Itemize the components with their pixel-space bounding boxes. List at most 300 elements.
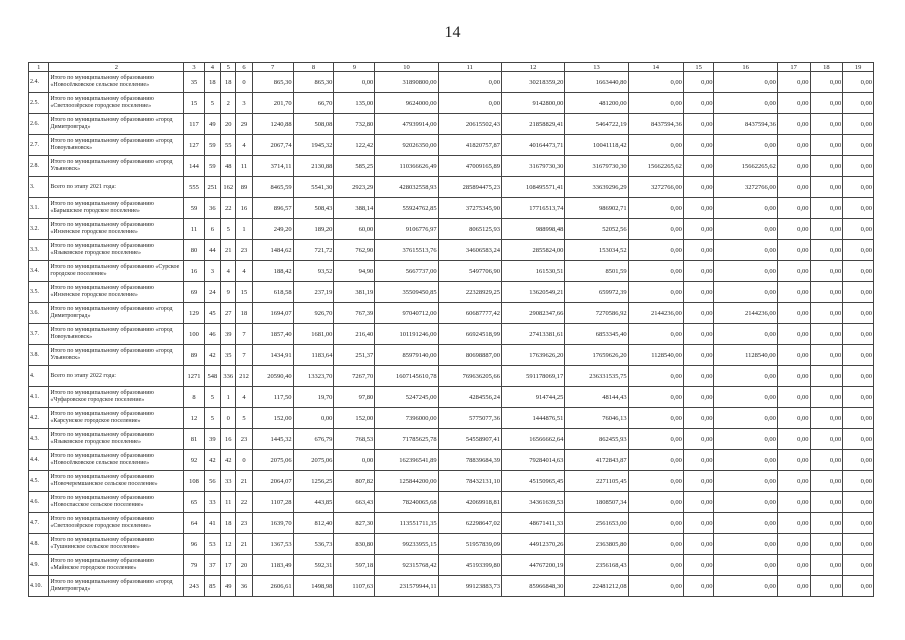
value-cell: 0,00 [714,198,777,219]
table-row [29,177,874,198]
row-name: Итого по муниципальному образованию «город Новоульяновск» [49,324,184,345]
value-cell: 9106776,97 [375,219,438,240]
value-cell: 1107,63 [334,576,375,597]
value-cell: 0,00 [714,429,777,450]
count-cell: 12 [184,408,204,429]
value-cell: 92315768,42 [375,555,438,576]
row-index: 3.2. [29,219,49,240]
value-cell: 0,00 [810,324,843,345]
value-cell: 2144236,00 [714,303,777,324]
count-cell: 27 [221,303,236,324]
value-cell: 51957839,09 [438,534,501,555]
value-cell: 0,00 [628,135,683,156]
value-cell: 3272766,00 [714,177,777,198]
count-cell: 100 [184,324,204,345]
table-row [29,303,874,324]
count-cell: 89 [184,345,204,366]
count-cell: 3 [236,93,252,114]
value-cell: 7396000,00 [375,408,438,429]
value-cell: 0,00 [843,177,874,198]
count-cell: 1 [221,387,236,408]
count-cell: 5 [221,219,236,240]
count-cell: 162 [221,177,236,198]
value-cell: 1484,62 [252,240,293,261]
resettlement-table [28,62,874,597]
value-cell: 0,00 [777,303,810,324]
value-cell: 0,00 [683,576,714,597]
count-cell: 12 [221,534,236,555]
count-cell: 56 [204,471,220,492]
table-row [29,429,874,450]
value-cell: 0,00 [810,198,843,219]
value-cell: 0,00 [628,324,683,345]
count-cell: 7 [236,345,252,366]
value-cell: 0,00 [843,513,874,534]
table-row [29,93,874,114]
value-cell: 122,42 [334,135,375,156]
value-cell: 0,00 [714,450,777,471]
value-cell: 0,00 [777,345,810,366]
value-cell: 5775077,36 [438,408,501,429]
row-name: Всего по этапу 2022 года: [49,366,184,387]
table-row [29,219,874,240]
count-cell: 7 [236,324,252,345]
count-cell: 29 [236,114,252,135]
value-cell: 0,00 [628,471,683,492]
value-cell: 0,00 [683,282,714,303]
value-cell: 99123883,73 [438,576,501,597]
value-cell: 125844200,00 [375,471,438,492]
value-cell: 0,00 [843,387,874,408]
value-cell: 0,00 [628,534,683,555]
value-cell: 2923,29 [334,177,375,198]
value-cell: 862455,93 [565,429,628,450]
row-name: Итого по муниципальному образованию «Новочеремшанское сельское поселение» [49,471,184,492]
value-cell: 812,40 [293,513,334,534]
column-number: 14 [628,63,683,72]
value-cell: 0,00 [810,282,843,303]
value-cell: 10041118,42 [565,135,628,156]
value-cell: 0,00 [777,240,810,261]
value-cell: 0,00 [714,576,777,597]
value-cell: 15662265,62 [628,156,683,177]
column-number-row [29,63,874,72]
value-cell: 19,70 [293,387,334,408]
value-cell: 0,00 [810,72,843,93]
value-cell: 22328929,25 [438,282,501,303]
value-cell: 807,82 [334,471,375,492]
row-index: 2.6. [29,114,49,135]
row-index: 3.7. [29,324,49,345]
table-row [29,72,874,93]
value-cell: 0,00 [843,450,874,471]
value-cell: 80698887,00 [438,345,501,366]
count-cell: 129 [184,303,204,324]
value-cell: 0,00 [777,387,810,408]
table-row [29,387,874,408]
table-row [29,135,874,156]
value-cell: 2356168,43 [565,555,628,576]
column-number: 13 [565,63,628,72]
value-cell: 508,43 [293,198,334,219]
value-cell: 0,00 [683,366,714,387]
column-number: 7 [252,63,293,72]
count-cell: 3 [204,261,220,282]
count-cell: 11 [184,219,204,240]
count-cell: 5 [204,93,220,114]
value-cell: 66,70 [293,93,334,114]
value-cell: 231579944,11 [375,576,438,597]
value-cell: 0,00 [777,450,810,471]
value-cell: 35509450,85 [375,282,438,303]
table-row [29,471,874,492]
value-cell: 0,00 [714,72,777,93]
table-row [29,156,874,177]
value-cell: 0,00 [777,156,810,177]
value-cell: 60,00 [334,219,375,240]
count-cell: 2 [221,93,236,114]
count-cell: 24 [204,282,220,303]
value-cell: 0,00 [810,534,843,555]
value-cell: 0,00 [683,513,714,534]
value-cell: 986902,71 [565,198,628,219]
value-cell: 762,90 [334,240,375,261]
value-cell: 0,00 [683,114,714,135]
value-cell: 585,25 [334,156,375,177]
value-cell: 0,00 [843,429,874,450]
value-cell: 0,00 [714,513,777,534]
value-cell: 0,00 [843,219,874,240]
row-name: Итого по муниципальному образованию «Карсунское городское поселение» [49,408,184,429]
row-index: 3. [29,177,49,198]
value-cell: 3714,11 [252,156,293,177]
column-number: 1 [29,63,49,72]
count-cell: 69 [184,282,204,303]
value-cell: 6853345,40 [565,324,628,345]
value-cell: 8501,59 [565,261,628,282]
value-cell: 0,00 [438,72,501,93]
count-cell: 22 [221,198,236,219]
value-cell: 2363805,80 [565,534,628,555]
value-cell: 768,53 [334,429,375,450]
value-cell: 40164473,71 [501,135,564,156]
row-index: 4. [29,366,49,387]
table-row [29,513,874,534]
count-cell: 21 [236,534,252,555]
count-cell: 49 [221,576,236,597]
value-cell: 0,00 [683,324,714,345]
row-index: 4.4. [29,450,49,471]
value-cell: 31679730,30 [565,156,628,177]
value-cell: 0,00 [777,429,810,450]
value-cell: 42069918,81 [438,492,501,513]
value-cell: 0,00 [628,555,683,576]
value-cell: 22481212,08 [565,576,628,597]
value-cell: 0,00 [810,513,843,534]
value-cell: 0,00 [777,114,810,135]
value-cell: 16566662,64 [501,429,564,450]
value-cell: 188,42 [252,261,293,282]
value-cell: 60687777,42 [438,303,501,324]
count-cell: 42 [221,450,236,471]
value-cell: 1681,00 [293,324,334,345]
value-cell: 9142800,00 [501,93,564,114]
count-cell: 1271 [184,366,204,387]
row-name: Итого по муниципальному образованию «город Димитровград» [49,303,184,324]
value-cell: 48144,43 [565,387,628,408]
value-cell: 7267,70 [334,366,375,387]
table-row [29,114,874,135]
value-cell: 0,00 [683,408,714,429]
value-cell: 0,00 [777,408,810,429]
table-row [29,555,874,576]
value-cell: 7270586,92 [565,303,628,324]
count-cell: 79 [184,555,204,576]
value-cell: 0,00 [438,93,501,114]
value-cell: 732,80 [334,114,375,135]
count-cell: 548 [204,366,220,387]
value-cell: 2606,61 [252,576,293,597]
value-cell: 0,00 [810,450,843,471]
row-name: Итого по муниципальному образованию «Сурское городское поселение» [49,261,184,282]
value-cell: 428032558,93 [375,177,438,198]
count-cell: 117 [184,114,204,135]
row-name: Итого по муниципальному образованию «Языковское городское поселение» [49,429,184,450]
count-cell: 23 [236,240,252,261]
count-cell: 0 [221,408,236,429]
value-cell: 0,00 [683,135,714,156]
count-cell: 20 [236,555,252,576]
count-cell: 41 [204,513,220,534]
row-index: 3.5. [29,282,49,303]
count-cell: 5 [204,387,220,408]
value-cell: 865,30 [252,72,293,93]
value-cell: 44912370,26 [501,534,564,555]
column-number: 15 [683,63,714,72]
value-cell: 161530,51 [501,261,564,282]
row-name: Итого по муниципальному образованию «Языковское городское поселение» [49,240,184,261]
count-cell: 64 [184,513,204,534]
value-cell: 381,19 [334,282,375,303]
value-cell: 93,52 [293,261,334,282]
value-cell: 0,00 [777,282,810,303]
value-cell: 0,00 [683,450,714,471]
value-cell: 0,00 [628,261,683,282]
count-cell: 9 [221,282,236,303]
value-cell: 45150965,45 [501,471,564,492]
value-cell: 767,39 [334,303,375,324]
value-cell: 0,00 [843,366,874,387]
value-cell: 33639296,29 [565,177,628,198]
value-cell: 0,00 [843,282,874,303]
count-cell: 18 [221,72,236,93]
table-row [29,324,874,345]
row-index: 4.1. [29,387,49,408]
value-cell: 0,00 [777,534,810,555]
value-cell: 0,00 [683,555,714,576]
value-cell: 1694,07 [252,303,293,324]
count-cell: 8 [184,387,204,408]
count-cell: 18 [221,513,236,534]
value-cell: 0,00 [810,135,843,156]
value-cell: 0,00 [683,261,714,282]
row-name: Итого по муниципальному образованию «Новосёлковское сельское поселение» [49,450,184,471]
row-index: 4.5. [29,471,49,492]
value-cell: 988998,48 [501,219,564,240]
value-cell: 2271105,45 [565,471,628,492]
value-cell: 15662265,62 [714,156,777,177]
value-cell: 536,73 [293,534,334,555]
value-cell: 0,00 [777,513,810,534]
value-cell: 0,00 [683,471,714,492]
column-number: 16 [714,63,777,72]
value-cell: 0,00 [843,324,874,345]
value-cell: 0,00 [628,72,683,93]
count-cell: 46 [204,324,220,345]
value-cell: 0,00 [777,93,810,114]
value-cell: 0,00 [714,492,777,513]
count-cell: 0 [236,450,252,471]
value-cell: 13323,70 [293,366,334,387]
count-cell: 17 [221,555,236,576]
count-cell: 33 [221,471,236,492]
value-cell: 0,00 [628,219,683,240]
value-cell: 216,40 [334,324,375,345]
value-cell: 0,00 [777,72,810,93]
column-number: 2 [49,63,184,72]
count-cell: 55 [221,135,236,156]
value-cell: 926,70 [293,303,334,324]
value-cell: 76046,13 [565,408,628,429]
column-number: 10 [375,63,438,72]
count-cell: 81 [184,429,204,450]
value-cell: 55924762,85 [375,198,438,219]
value-cell: 0,00 [843,408,874,429]
value-cell: 1857,40 [252,324,293,345]
value-cell: 663,43 [334,492,375,513]
value-cell: 162396541,89 [375,450,438,471]
value-cell: 2064,07 [252,471,293,492]
value-cell: 2130,88 [293,156,334,177]
value-cell: 481200,00 [565,93,628,114]
row-index: 2.8. [29,156,49,177]
table-row [29,366,874,387]
value-cell: 0,00 [843,114,874,135]
count-cell: 11 [221,492,236,513]
count-cell: 65 [184,492,204,513]
value-cell: 618,58 [252,282,293,303]
value-cell: 0,00 [334,72,375,93]
value-cell: 0,00 [683,429,714,450]
value-cell: 0,00 [843,576,874,597]
count-cell: 39 [204,429,220,450]
value-cell: 0,00 [810,261,843,282]
count-cell: 39 [221,324,236,345]
column-number: 17 [777,63,810,72]
value-cell: 117,50 [252,387,293,408]
table-row [29,345,874,366]
value-cell: 71785625,78 [375,429,438,450]
value-cell: 0,00 [843,72,874,93]
table-row [29,282,874,303]
value-cell: 0,00 [628,576,683,597]
value-cell: 597,18 [334,555,375,576]
value-cell: 0,00 [714,366,777,387]
count-cell: 85 [204,576,220,597]
count-cell: 251 [204,177,220,198]
value-cell: 2561653,00 [565,513,628,534]
value-cell: 0,00 [843,345,874,366]
value-cell: 110366626,49 [375,156,438,177]
value-cell: 0,00 [843,492,874,513]
value-cell: 45193399,80 [438,555,501,576]
value-cell: 79284014,63 [501,450,564,471]
value-cell: 5541,30 [293,177,334,198]
row-index: 3.4. [29,261,49,282]
value-cell: 2144236,00 [628,303,683,324]
value-cell: 0,00 [843,534,874,555]
value-cell: 0,00 [810,345,843,366]
row-index: 4.3. [29,429,49,450]
value-cell: 0,00 [628,492,683,513]
column-number: 5 [221,63,236,72]
count-cell: 555 [184,177,204,198]
value-cell: 97040712,00 [375,303,438,324]
value-cell: 17639626,20 [501,345,564,366]
value-cell: 0,00 [293,408,334,429]
value-cell: 0,00 [683,72,714,93]
value-cell: 0,00 [777,219,810,240]
count-cell: 18 [204,72,220,93]
row-name: Итого по муниципальному образованию «Барышское городское поселение» [49,198,184,219]
value-cell: 48671411,33 [501,513,564,534]
value-cell: 508,08 [293,114,334,135]
table-row [29,261,874,282]
row-name: Всего по этапу 2021 года: [49,177,184,198]
column-number: 19 [843,63,874,72]
row-name: Итого по муниципальному образованию «город Димитровград» [49,576,184,597]
row-index: 4.10. [29,576,49,597]
value-cell: 97,80 [334,387,375,408]
value-cell: 0,00 [714,555,777,576]
table-row [29,534,874,555]
value-cell: 0,00 [810,156,843,177]
value-cell: 0,00 [683,345,714,366]
row-name: Итого по муниципальному образованию «Светлоозёрское городское поселение» [49,513,184,534]
value-cell: 0,00 [777,177,810,198]
count-cell: 21 [221,240,236,261]
count-cell: 212 [236,366,252,387]
value-cell: 135,00 [334,93,375,114]
value-cell: 3272766,00 [628,177,683,198]
value-cell: 2075,06 [293,450,334,471]
value-cell: 1607145610,78 [375,366,438,387]
value-cell: 676,79 [293,429,334,450]
value-cell: 52052,56 [565,219,628,240]
value-cell: 99233955,15 [375,534,438,555]
value-cell: 0,00 [628,366,683,387]
row-index: 4.2. [29,408,49,429]
value-cell: 0,00 [714,324,777,345]
row-name: Итого по муниципальному образованию «город Димитровград» [49,114,184,135]
count-cell: 6 [204,219,220,240]
value-cell: 0,00 [777,135,810,156]
row-index: 2.4. [29,72,49,93]
table-row [29,450,874,471]
value-cell: 0,00 [810,576,843,597]
value-cell: 5667737,00 [375,261,438,282]
column-number: 18 [810,63,843,72]
